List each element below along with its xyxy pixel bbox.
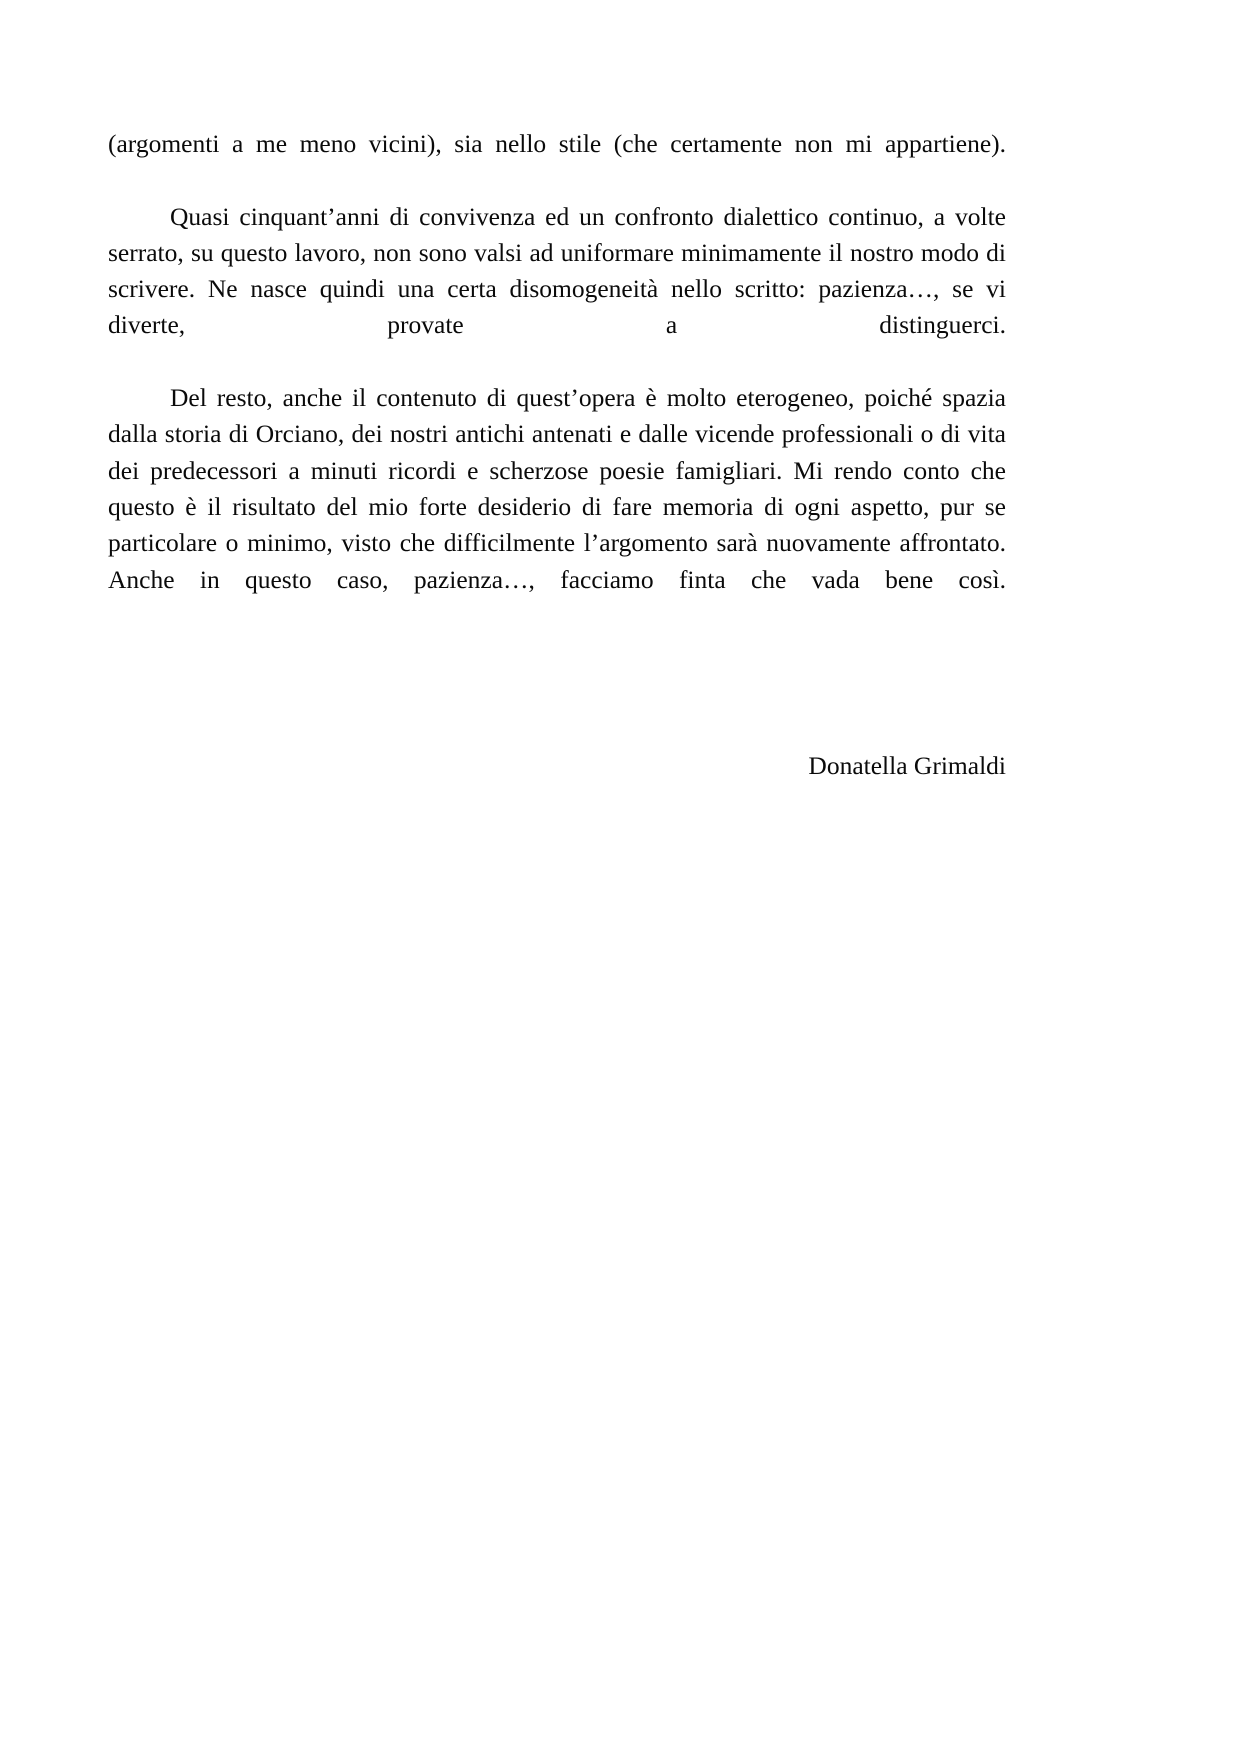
signature-row: [108, 748, 1006, 784]
paragraph-convivenza: Quasi cinquant’anni di convivenza ed un confronto dialettico continuo, a volte serrato, su questo lavoro, non sono valsi ad uniformare minimamente il nostro modo di scrivere. Ne nasce quindi una certa disomogeneità nello scritto: pazienza…, se vi diverte, provate a distinguerci.: [108, 201, 1006, 340]
blank-page-area: [0, 820, 1240, 1754]
paragraph-contenuto: Del resto, anche il contenuto di quest’opera è molto eterogeneo, poiché spazia dalla storia di Orciano, dei nostri antichi antenati e dalle vicende professionali o di vita dei predecessori a minuti ricordi e scherzose poesie famigliari. Mi rendo conto che questo è il risultato del mio forte desiderio di fare memoria di ogni aspetto, pur se particolare o minimo, visto che difficilmente l’argomento sarà nuovamente affrontato. Anche in questo caso, pazienza…, facciamo finta che vada bene così.: [108, 383, 1006, 594]
author-signature: Donatella Grimaldi: [808, 751, 1006, 780]
body-text-block: [108, 126, 1006, 634]
paragraph-continuation: (argomenti a me meno vicini), sia nello stile (che certamente non mi appartiene).: [108, 129, 1006, 158]
